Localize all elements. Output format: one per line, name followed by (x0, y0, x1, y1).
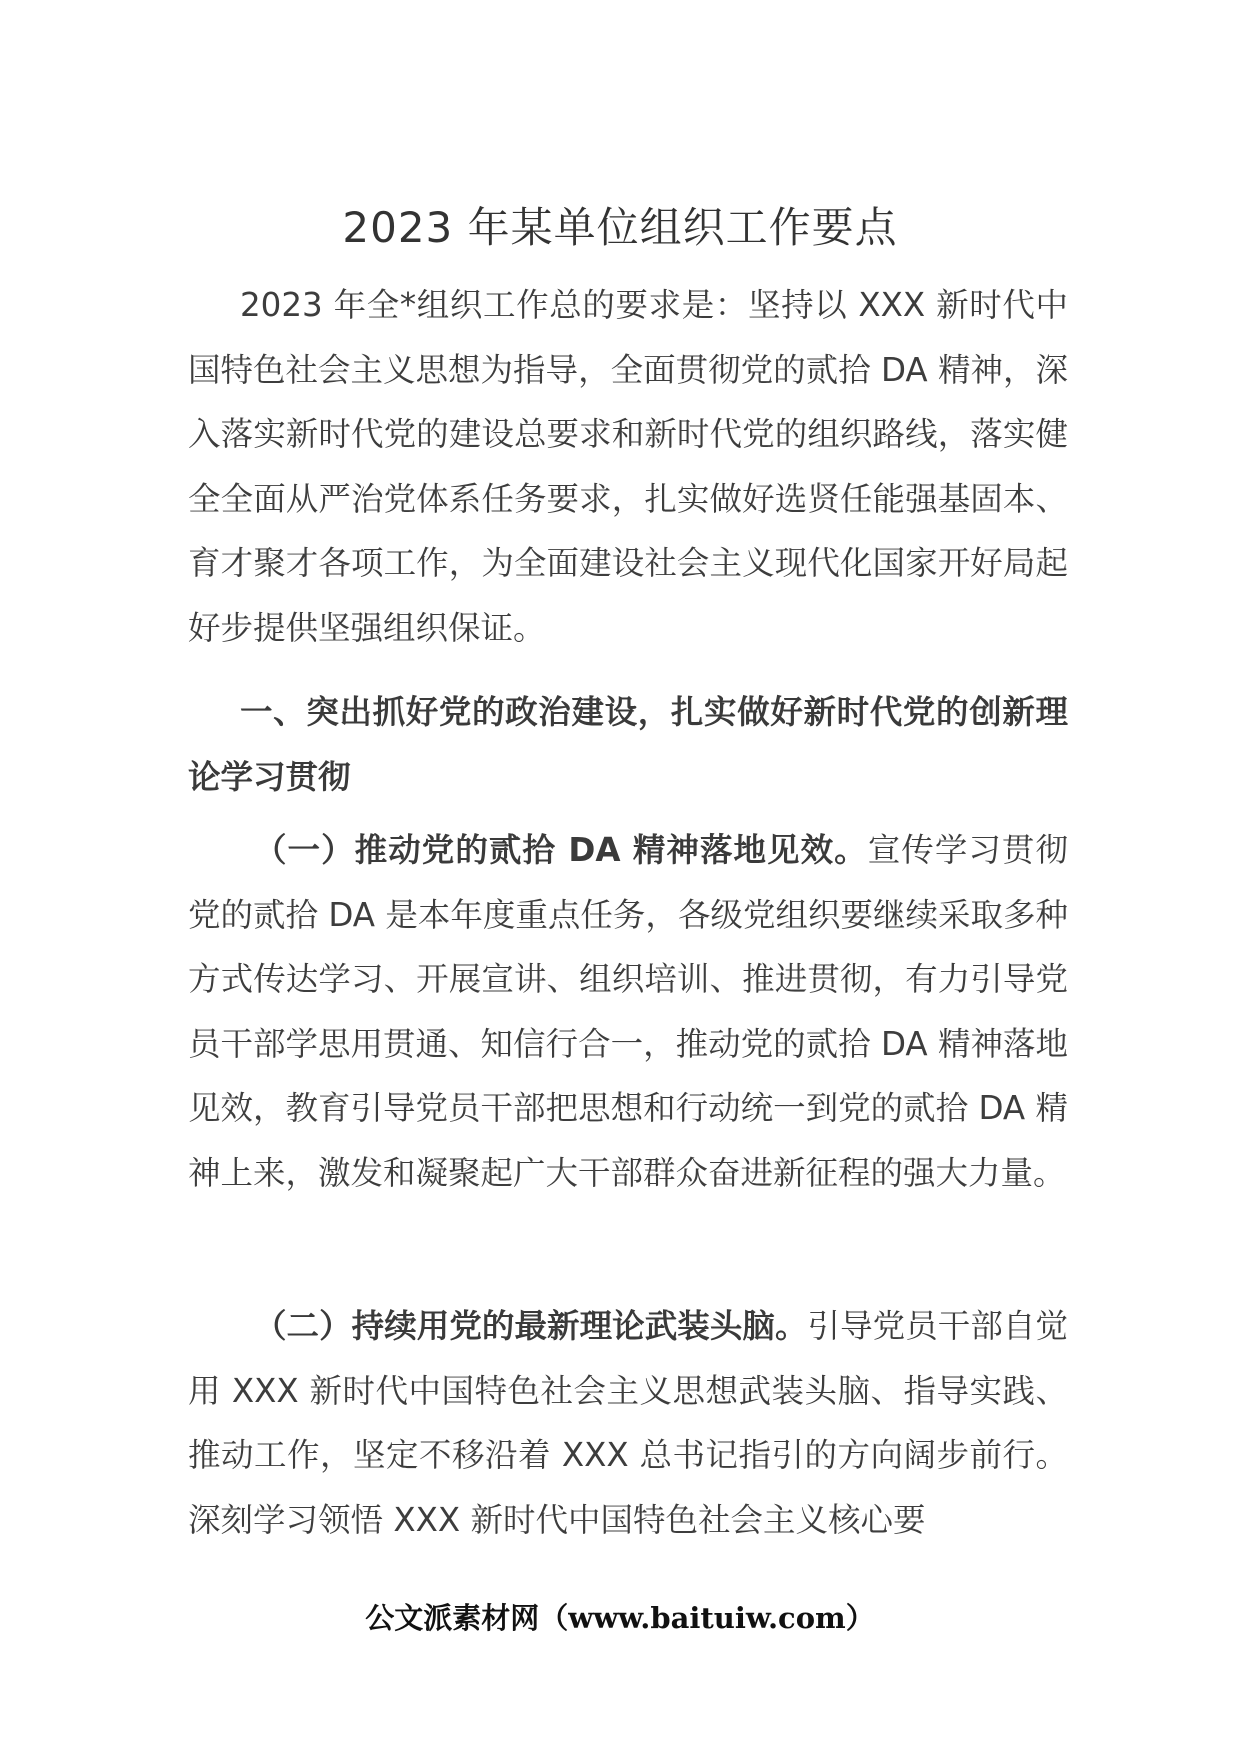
item-lead-2: （二）持续用党的最新理论武装头脑。 (254, 1307, 808, 1345)
item-body-2: 引导党员干部自觉用 XXX 新时代中国特色社会主义思想武装头脑、指导实践、推动工作，坚定不移沿着 XXX 总书记指引的方向阔步前行。深刻学习领悟 XXX 新时代中国特色社会主义核心要 (188, 1307, 1068, 1539)
item-lead-1: （一）推动党的贰拾 DA 精神落地见效。 (254, 831, 868, 869)
intro-paragraph: 2023 年全*组织工作总的要求是：坚持以 XXX 新时代中国特色社会主义思想为指导，全面贯彻党的贰拾 DA 精神，深入落实新时代党的建设总要求和新时代党的组织路线，落实健全全面从严治党体系任务要求，扎实做好选贤任能强基固本、育才聚才各项工作，为全面建设社会主义现代化国家开好局起好步提供坚强组织保证。 (188, 286, 1068, 647)
item-paragraph-2 (188, 1294, 1068, 1552)
item-paragraph-1 (188, 818, 1068, 1205)
document-title: 2023 年某单位组织工作要点 (342, 203, 898, 252)
item-body-1: 宣传学习贯彻党的贰拾 DA 是本年度重点任务，各级党组织要继续采取多种方式传达学习、开展宣讲、组织培训、推进贯彻，有力引导党员干部学思用贯通、知信行合一，推动党的贰拾 DA 精神落地见效，教育引导党员干部把思想和行动统一到党的贰拾 DA 精神上来，激发和凝聚起广大干部群众奋进新征程的强大力量。 (188, 831, 1068, 1192)
footer-watermark: 公文派素材网（www.baituiw.com） (365, 1601, 875, 1635)
section-heading-1: 一、突出抓好党的政治建设，扎实做好新时代党的创新理论学习贯彻 (188, 693, 1068, 796)
